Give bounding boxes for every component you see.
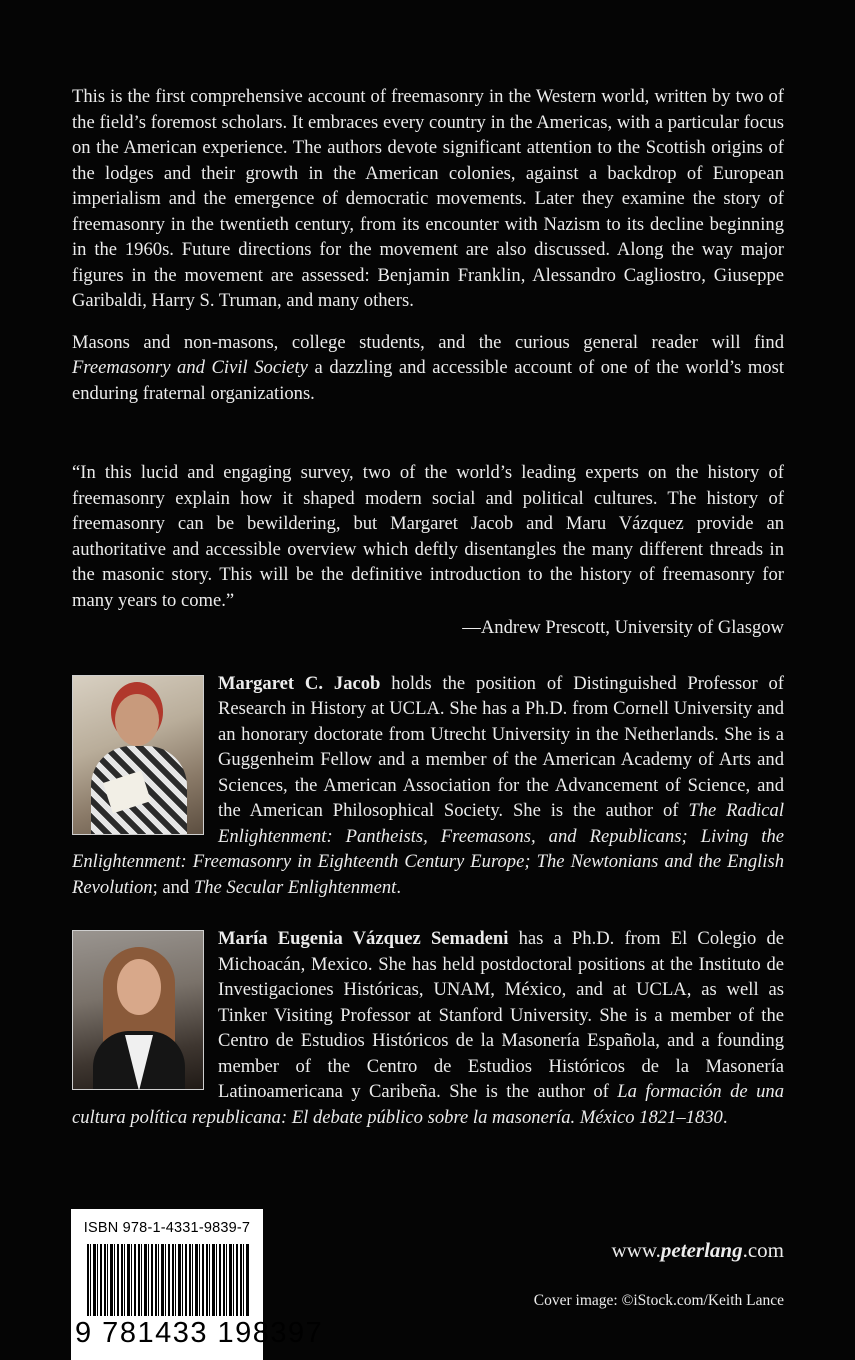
- blurb-text: a dazzling and accessible account of one of the world’s most enduring fraternal organizations.: [72, 357, 785, 404]
- book-title: Freemasonry and Civil Society: [72, 357, 308, 378]
- bio-body: .: [722, 1106, 728, 1128]
- author-name: Margaret C. Jacob: [218, 672, 381, 694]
- barcode-bars: [87, 1244, 249, 1316]
- blurb-paragraph-2: [72, 330, 784, 407]
- bio-body: .: [396, 876, 401, 898]
- author-name: María Eugenia Vázquez Semadeni: [218, 928, 509, 949]
- author-photo-jacob: [72, 675, 204, 835]
- bio-works: The Secular Enlightenment: [193, 876, 397, 898]
- author-bio-vazquez: [72, 926, 784, 1130]
- blurb-text: Masons and non-masons, college students, and the curious general reader will find: [72, 331, 784, 353]
- blurb-paragraph-1: This is the first comprehensive account of freemasonry in the Western world, written by two of the field’s foremost scholars. It embraces every country in the Americas, with a particular focus on the American experience. The authors devote significant attention to the Scottish origins of the lodges and their growth in the American colonies, against a backdrop of European imperialism and the emergence of democratic movements. Later they examine the story of freemasonry in the twentieth century, from its encounter with Nazism to its decline beginning in the 1960s. Future directions for the movement are also discussed. Along the way major figures in the movement are assessed: Benjamin Franklin, Alessandro Cagliostro, Giuseppe Garibaldi, Harry S. Truman, and many others.: [72, 86, 784, 311]
- review-quote: “In this lucid and engaging survey, two of the world’s leading experts on the history of freemasonry explain how it shaped modern social and political cultures. The history of freemasonry can be bewildering, but Margaret Jacob and Maru Vázquez provide an authoritative and accessible overview which deftly disentangles the many different threads in the masonic story. This will be the definitive introduction to the history of freemasonry for many years to come.”: [72, 462, 784, 611]
- author-bio-jacob: [72, 671, 784, 901]
- bio-works: La formación de una cultura política republicana: El debate público sobre la masonería. México 1821–1830: [72, 1081, 784, 1128]
- website-name: peterlang: [660, 1238, 743, 1262]
- website-suffix: .com: [742, 1238, 784, 1262]
- cover-image-credit: Cover image: ©iStock.com/Keith Lance: [533, 1292, 784, 1309]
- website-prefix: www.: [611, 1238, 661, 1262]
- barcode-digits: 9 781433 198397: [75, 1317, 324, 1349]
- bio-body: has a Ph.D. from El Colegio de Michoacán, Mexico. She has held postdoctoral positions at the Instituto de Investigaciones Históricas, UNAM, México, and at UCLA, as well as Tinker Visiting Professor at Stanford University. She is a member of the Centro de Estudios Históricos de la Masonería Española, and a founding member of the Centro de Estudios Históricos de la Masonería Latinoamericana y Caribeña. She is the author of: [218, 928, 784, 1102]
- bio-body: holds the position of Distinguished Professor of Research in History at UCLA. She has a Ph.D. from Cornell University and an honorary doctorate from Utrecht University in the Netherlands. She is a Guggenheim Fellow and a member of the American Academy of Arts and Sciences, the American Association for the Advancement of Science, and the American Philosophical Society. She is the author of: [218, 672, 784, 821]
- back-cover-text: [72, 84, 784, 1130]
- review-attribution: —Andrew Prescott, University of Glasgow: [462, 617, 784, 638]
- author-photo-vazquez: [72, 930, 204, 1090]
- isbn-barcode: [71, 1209, 324, 1360]
- isbn-label: ISBN 978-1-4331-9839-7: [83, 1220, 251, 1236]
- publisher-website: [612, 1238, 784, 1263]
- bio-body: ; and: [152, 876, 194, 898]
- bio-works: The Radical Enlightenment: Pantheists, Freemasons, and Republicans; Living the Enlightenment: Freemasonry in Eighteenth Century Europe; The Newtonians and the English Revolution: [72, 800, 784, 898]
